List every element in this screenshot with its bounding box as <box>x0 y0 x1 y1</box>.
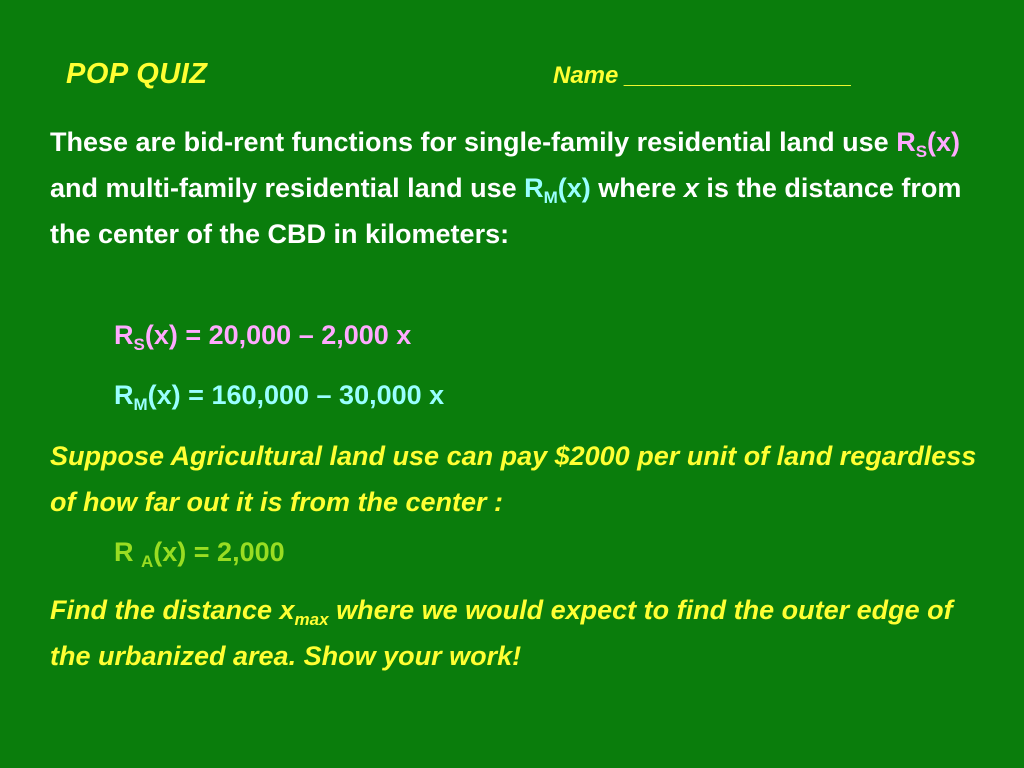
x-variable: x <box>683 173 699 203</box>
rm-eq-r: R <box>114 380 134 410</box>
intro-text-3: where <box>590 173 684 203</box>
find-text-2: where we would expect to find the outer edge of the urbanized area. Show your work! <box>50 595 953 671</box>
name-field-label: Name _________________ <box>553 62 852 89</box>
rs-r: R <box>896 127 916 157</box>
rs-eq-r: R <box>114 320 134 350</box>
rm-subscript: M <box>543 188 558 207</box>
ra-eq-r: R <box>114 537 141 567</box>
intro-paragraph <box>50 119 980 257</box>
ra-eq-subscript: A <box>141 552 154 571</box>
intro-text-2: and multi-family residential land use <box>50 173 525 203</box>
rs-eq-subscript: S <box>133 335 145 354</box>
rm-equation <box>114 380 445 414</box>
ra-equation <box>114 537 285 571</box>
rs-arg: (x) <box>927 127 961 157</box>
rs-subscript: S <box>915 142 928 161</box>
ra-eq-rhs: (x) = 2,000 <box>153 537 285 567</box>
rs-eq-rhs: (x) = 20,000 – 2,000 x <box>144 320 412 350</box>
rm-eq-subscript: M <box>133 395 148 414</box>
rm-function-label <box>524 173 591 207</box>
rm-arg: (x) <box>557 173 591 203</box>
rs-function-label <box>896 127 961 161</box>
find-text-1: Find the distance x <box>50 595 295 625</box>
rm-r: R <box>524 173 544 203</box>
rm-eq-rhs: (x) = 160,000 – 30,000 x <box>147 380 445 410</box>
intro-text-1: These are bid-rent functions for single-family residential land use <box>50 127 897 157</box>
xmax-subscript: max <box>294 610 329 629</box>
rs-equation <box>114 320 412 354</box>
intro-text-4: is the distance from the center of the CBD in kilometers: <box>50 173 962 249</box>
slide-title: POP QUIZ <box>66 58 208 90</box>
suppose-paragraph: Suppose Agricultural land use can pay $2000 per unit of land regardless of how far out it is from the center : <box>50 441 977 517</box>
find-paragraph <box>50 587 980 679</box>
